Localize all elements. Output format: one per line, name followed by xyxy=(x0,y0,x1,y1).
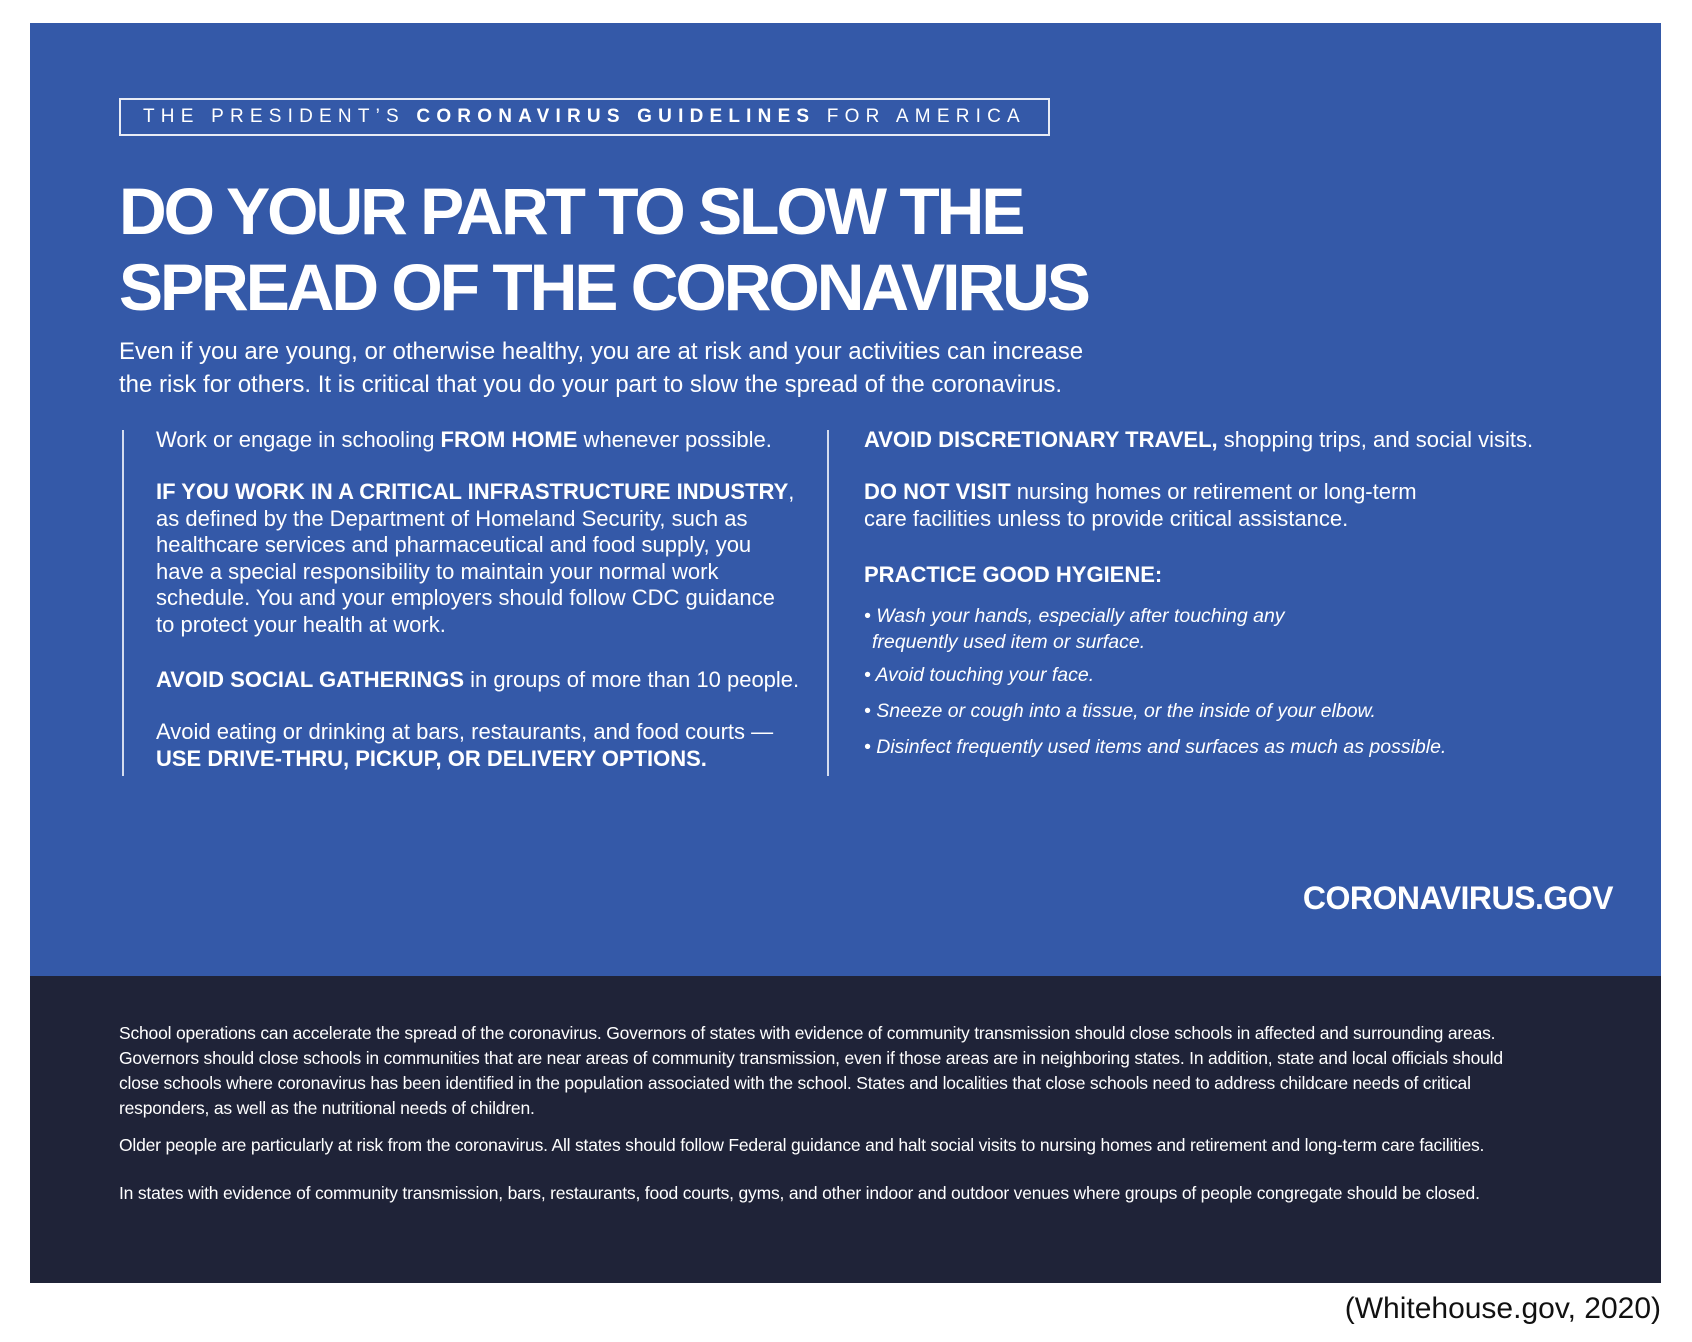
title-line-1: DO YOUR PART TO SLOW THE xyxy=(119,174,1023,248)
gatherings-post: in groups of more than 10 people. xyxy=(464,667,800,692)
infra-line-4: have a special responsibility to maintain your normal work xyxy=(156,558,719,584)
travel-post: shopping trips, and social visits. xyxy=(1217,427,1534,452)
banner-pre: THE PRESIDENT’S xyxy=(143,106,405,127)
home-pre: Work or engage in schooling xyxy=(156,427,441,452)
guideline-work-from-home xyxy=(156,425,796,454)
title-line-2: SPREAD OF THE CORONAVIRUS xyxy=(119,250,1088,324)
source-credit: (Whitehouse.gov, 2020) xyxy=(1344,1292,1661,1325)
hygiene-bullet-sneeze xyxy=(864,698,1376,724)
home-bold: FROM HOME xyxy=(440,427,578,452)
guideline-critical-infrastructure xyxy=(156,479,796,639)
banner-post: FOR AMERICA xyxy=(826,106,1026,127)
bullet-1-line-2: frequently used item or surface. xyxy=(872,631,1146,653)
guideline-social-gatherings xyxy=(156,665,800,694)
schools-line-4: responders, as well as the nutritional needs of children. xyxy=(119,1098,535,1118)
guidelines-banner xyxy=(119,98,1050,136)
footer-schools-paragraph xyxy=(119,1021,1599,1121)
infra-line-2: as defined by the Department of Homeland Security, such as xyxy=(156,505,748,531)
intro-line-1: Even if you are young, or otherwise healthy, you are at risk and your activities can increase xyxy=(119,338,1084,365)
bullet-4-line-1: • Disinfect frequently used items and surfaces as much as possible. xyxy=(864,736,1447,758)
hygiene-bullet-face xyxy=(864,662,1094,688)
infra-line-3: healthcare services and pharmaceutical and food supply, you xyxy=(156,532,752,558)
travel-bold: AVOID DISCRETIONARY TRAVEL, xyxy=(864,427,1218,452)
banner-bold: CORONAVIRUS GUIDELINES xyxy=(416,106,816,127)
page-title xyxy=(119,173,1319,325)
visit-line-2: care facilities unless to provide critical assistance. xyxy=(864,505,1349,531)
bullet-2-line-1: • Avoid touching your face. xyxy=(864,664,1095,686)
infra-line-6: to protect your health at work. xyxy=(156,611,446,637)
footer-older-people-paragraph xyxy=(119,1133,1599,1158)
guidelines-poster xyxy=(30,23,1661,1283)
hygiene-bullet-wash-hands xyxy=(864,603,1285,655)
infra-line-5: schedule. You and your employers should follow CDC guidance xyxy=(156,585,775,611)
schools-line-2: Governors should close schools in communities that are near areas of community transmission, even if those areas are in neighboring states. In addition, state and local officials should xyxy=(119,1048,1503,1068)
website-link[interactable]: CORONAVIRUS.GOV xyxy=(1302,880,1613,916)
intro-paragraph xyxy=(119,335,1219,401)
dark-panel xyxy=(30,976,1661,1283)
hygiene-bullet-disinfect xyxy=(864,734,1446,760)
eating-line-1: Avoid eating or drinking at bars, restaurants, and food courts — xyxy=(156,719,774,744)
bullet-1-line-1: • Wash your hands, especially after touching any xyxy=(864,605,1285,627)
infra-bold: IF YOU WORK IN A CRITICAL INFRASTRUCTURE INDUSTRY xyxy=(156,479,789,504)
home-post: whenever possible. xyxy=(577,427,772,452)
older-text: Older people are particularly at risk from the coronavirus. All states should follow Federal guidance and halt social visits to nursing homes and retirement and long-term care facilities. xyxy=(119,1135,1485,1155)
venues-text: In states with evidence of community transmission, bars, restaurants, food courts, gyms, and other indoor and outdoor venues where groups of people congregate should be closed. xyxy=(119,1183,1480,1203)
eating-bold: USE DRIVE-THRU, PICKUP, OR DELIVERY OPTIONS. xyxy=(156,745,707,771)
left-column-divider xyxy=(122,430,124,776)
visit-bold: DO NOT VISIT xyxy=(864,479,1011,504)
hygiene-heading xyxy=(864,560,1544,589)
guideline-travel xyxy=(864,425,1544,454)
schools-line-3: close schools where coronavirus has been identified in the population associated with the school. States and localities that close schools need to address childcare needs of critical xyxy=(119,1073,1471,1093)
visit-post: nursing homes or retirement or long-term xyxy=(1010,479,1417,504)
schools-line-1: School operations can accelerate the spread of the coronavirus. Governors of states with evidence of community transmission should close schools in affected and surrounding areas. xyxy=(119,1023,1496,1043)
hygiene-heading-text: PRACTICE GOOD HYGIENE: xyxy=(864,562,1163,587)
guideline-do-not-visit xyxy=(864,479,1544,532)
gatherings-bold: AVOID SOCIAL GATHERINGS xyxy=(156,667,465,692)
bullet-3-line-1: • Sneeze or cough into a tissue, or the inside of your elbow. xyxy=(864,700,1376,722)
guideline-eating xyxy=(156,719,796,772)
intro-line-2: the risk for others. It is critical that you do your part to slow the spread of the coronavirus. xyxy=(119,371,1063,398)
footer-venues-paragraph xyxy=(119,1181,1599,1206)
right-column-divider xyxy=(827,430,829,776)
infra-post: , xyxy=(788,479,795,504)
blue-panel xyxy=(30,23,1661,976)
